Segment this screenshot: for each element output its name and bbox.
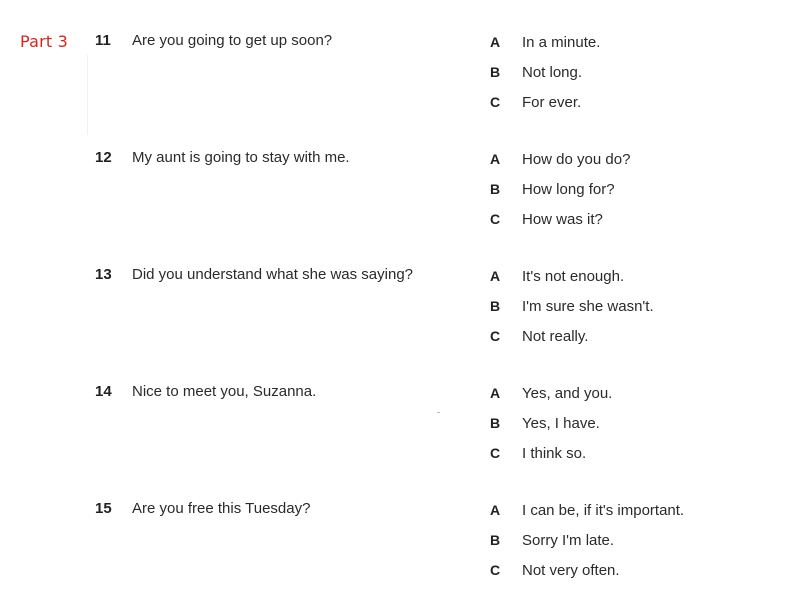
option-text: Not long.: [522, 64, 583, 81]
question-number: 11: [95, 32, 111, 49]
option-b[interactable]: [490, 532, 790, 562]
question-text: Did you understand what she was saying?: [132, 266, 414, 283]
option-text: It's not enough.: [522, 268, 625, 285]
option-letter: B: [490, 298, 501, 314]
option-c[interactable]: [490, 328, 790, 358]
option-a[interactable]: [490, 151, 790, 181]
option-text: I can be, if it's important.: [522, 502, 685, 519]
option-b[interactable]: [490, 64, 790, 94]
option-letter: C: [490, 328, 501, 344]
option-letter: C: [490, 94, 501, 110]
question-15: [0, 500, 800, 600]
option-a[interactable]: [490, 34, 790, 64]
question-11: [0, 32, 800, 132]
option-text: I think so.: [522, 445, 587, 462]
option-letter: B: [490, 181, 501, 197]
option-letter: C: [490, 562, 501, 578]
option-b[interactable]: [490, 181, 790, 211]
option-a[interactable]: [490, 502, 790, 532]
option-letter: C: [490, 445, 501, 461]
option-text: How long for?: [522, 181, 615, 198]
option-a[interactable]: [490, 385, 790, 415]
question-text: Are you going to get up soon?: [132, 32, 333, 49]
question-14: [0, 383, 800, 483]
option-text: How do you do?: [522, 151, 631, 168]
option-text: Yes, I have.: [522, 415, 600, 432]
option-text: Not really.: [522, 328, 589, 345]
option-letter: A: [490, 502, 501, 518]
option-letter: A: [490, 268, 501, 284]
option-letter: A: [490, 151, 501, 167]
option-c[interactable]: [490, 562, 790, 592]
question-text: Are you free this Tuesday?: [132, 500, 311, 517]
option-text: Not very often.: [522, 562, 620, 579]
option-text: Sorry I'm late.: [522, 532, 615, 549]
answer-options: [490, 502, 790, 592]
option-a[interactable]: [490, 268, 790, 298]
option-letter: B: [490, 532, 501, 548]
answer-options: [490, 385, 790, 475]
option-text: I'm sure she wasn't.: [522, 298, 654, 315]
question-13: [0, 266, 800, 366]
part-label: Part 3: [20, 32, 69, 51]
option-c[interactable]: [490, 211, 790, 241]
option-letter: A: [490, 385, 501, 401]
question-12: [0, 149, 800, 249]
option-letter: C: [490, 211, 501, 227]
question-number: 13: [95, 266, 112, 283]
option-text: Yes, and you.: [522, 385, 613, 402]
option-c[interactable]: [490, 94, 790, 124]
option-text: How was it?: [522, 211, 603, 228]
question-text: My aunt is going to stay with me.: [132, 149, 350, 166]
question-number: 15: [95, 500, 112, 517]
option-b[interactable]: [490, 298, 790, 328]
option-letter: B: [490, 415, 501, 431]
option-b[interactable]: [490, 415, 790, 445]
option-text: For ever.: [522, 94, 582, 111]
answer-options: [490, 268, 790, 358]
question-text: Nice to meet you, Suzanna.: [132, 383, 317, 400]
option-c[interactable]: [490, 445, 790, 475]
option-letter: A: [490, 34, 501, 50]
option-text: In a minute.: [522, 34, 601, 51]
answer-options: [490, 151, 790, 241]
question-number: 14: [95, 383, 112, 400]
question-number: 12: [95, 149, 112, 166]
answer-options: [490, 34, 790, 124]
option-letter: B: [490, 64, 501, 80]
